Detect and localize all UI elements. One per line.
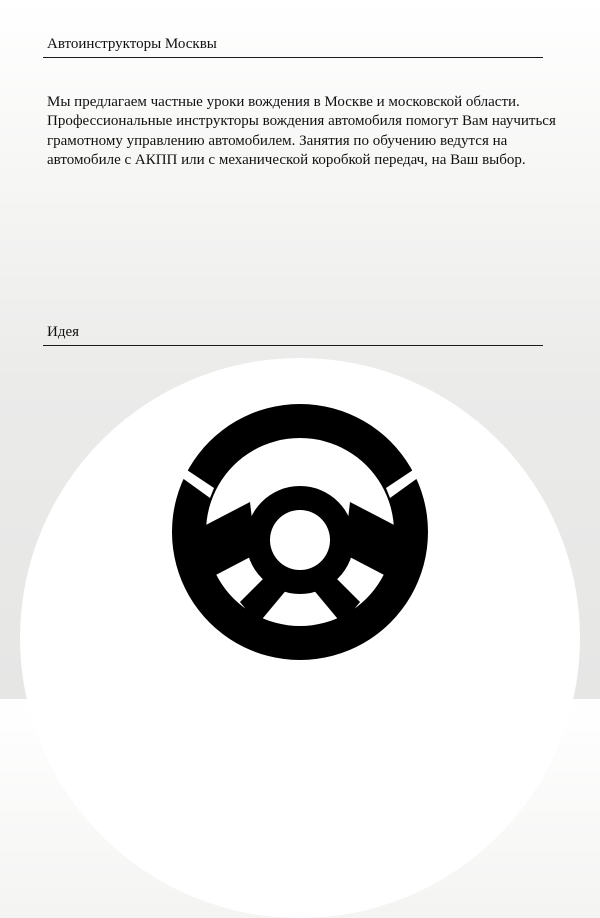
intro-paragraph: Мы предлагаем частные уроки вождения в Москве и московской области. Профессиональные инструкторы вождения автомобиля помогут Вам научиться грамотному управлению автомобилем. Занятия по обучению ведутся на автомобиле с АКПП или с механической коробкой передач, на Ваш выбор.: [47, 94, 556, 168]
steering-wheel-icon: [170, 402, 430, 662]
section-title-instructors: Автоинструкторы Москвы: [47, 36, 217, 52]
section-header-instructors: [43, 35, 543, 58]
section-title-idea: Идея: [47, 324, 80, 340]
illustration-circle: [20, 358, 580, 918]
section-header-idea: [43, 323, 543, 346]
